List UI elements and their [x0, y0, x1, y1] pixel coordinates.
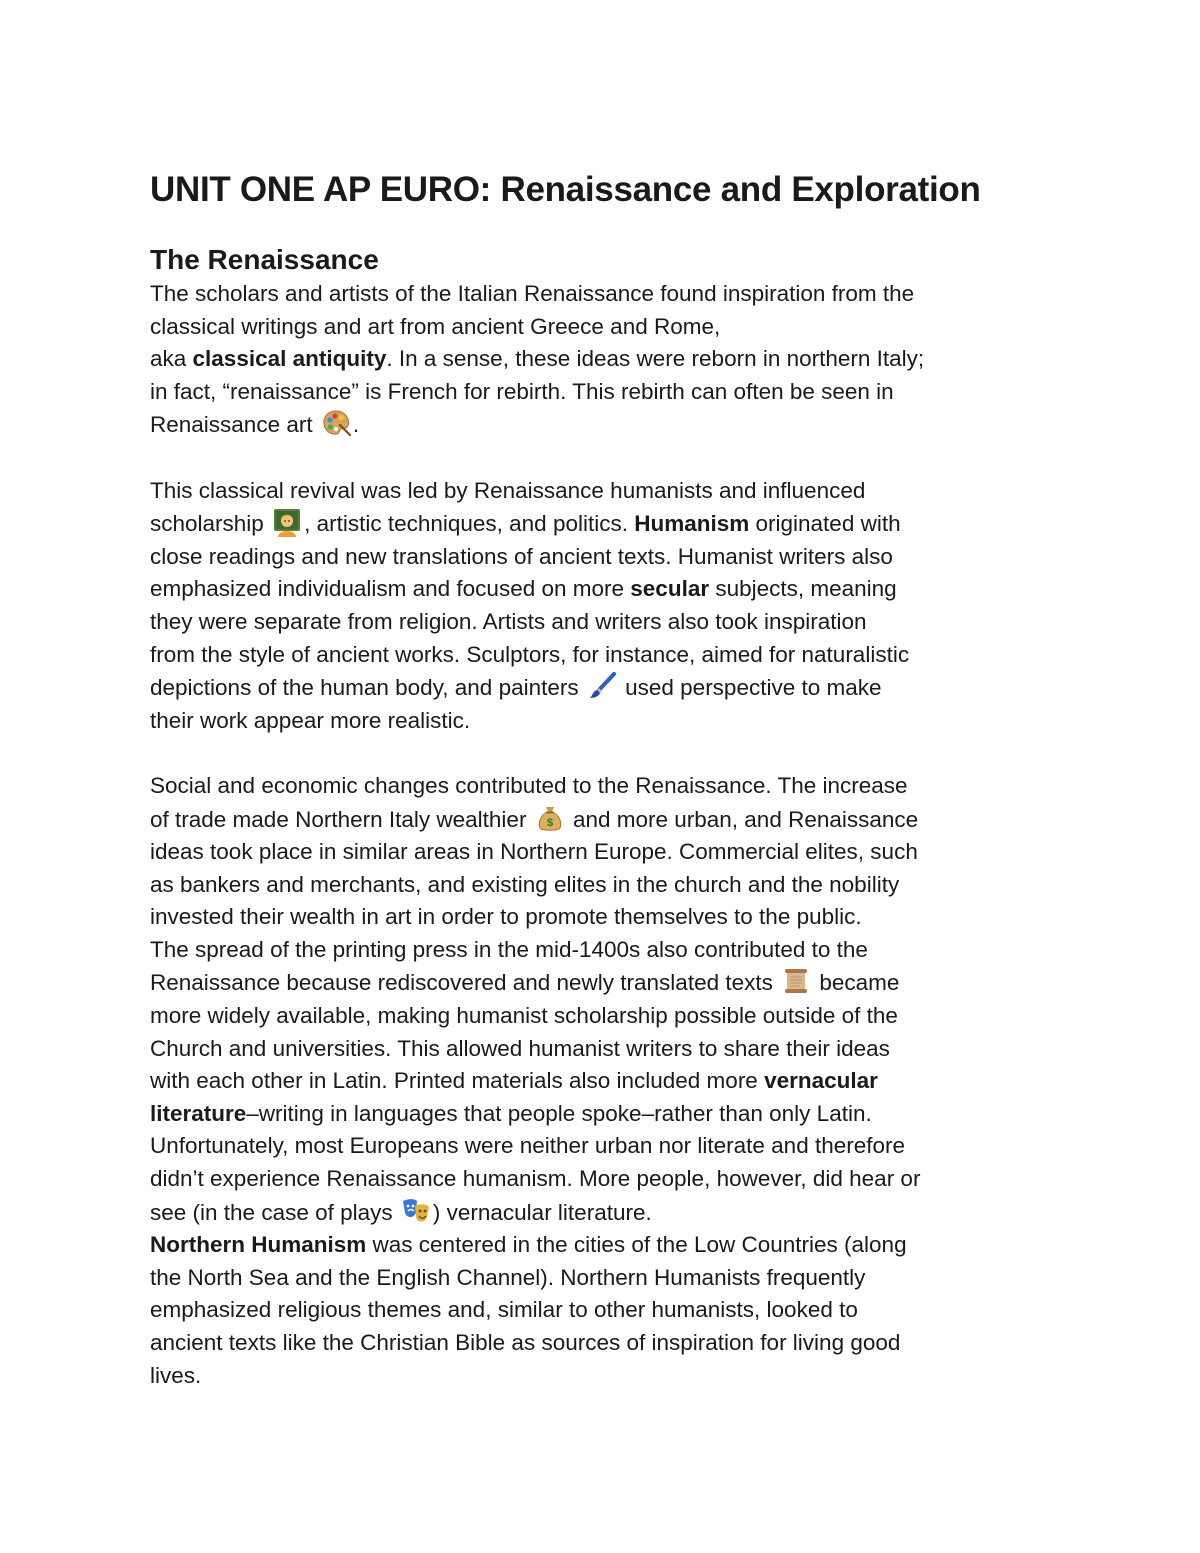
paragraph-humanism — [150, 475, 1050, 738]
text-line: Renaissance because rediscovered and newly translated texts became — [150, 966, 1050, 1000]
text-line: emphasized religious themes and, similar to other humanists, looked to — [150, 1297, 858, 1323]
text-line: lives. — [150, 1362, 202, 1388]
term-vernacular-literature: vernacular — [764, 1068, 878, 1094]
text-line: classical writings and art from ancient Greece and Rome, — [150, 313, 721, 339]
text-line: aka classical antiquity. In a sense, these ideas were reborn in northern Italy; — [150, 346, 925, 372]
term-northern-humanism: Northern Humanism — [150, 1232, 367, 1258]
text-line: didn’t experience Renaissance humanism. More people, however, did hear or — [150, 1166, 921, 1192]
scroll-icon — [781, 966, 811, 996]
term-classical-antiquity: classical antiquity — [192, 346, 387, 372]
text-line: Unfortunately, most Europeans were neither urban nor literate and therefore — [150, 1133, 906, 1159]
paragraph-northern-humanism — [150, 1229, 1050, 1392]
text-line: Social and economic changes contributed to the Renaissance. The increase — [150, 772, 908, 798]
text-line: their work appear more realistic. — [150, 707, 471, 733]
paragraph-intro — [150, 278, 1050, 442]
money-bag-icon — [535, 803, 565, 833]
text-line: literature–writing in languages that people spoke–rather than only Latin. — [150, 1100, 872, 1126]
text-line: This classical revival was led by Renaissance humanists and influenced — [150, 477, 866, 503]
document-page — [150, 168, 1050, 1392]
text-line: they were separate from religion. Artists and writers also took inspiration — [150, 608, 867, 634]
text-line: in fact, “renaissance” is French for rebirth. This rebirth can often be seen in — [150, 378, 894, 404]
text-line: emphasized individualism and focused on more secular subjects, meaning — [150, 576, 897, 602]
paragraph-social-economic — [150, 770, 1050, 1229]
text-line: scholarship , artistic techniques, and politics. Humanism originated with — [150, 507, 1050, 541]
text-line: ancient texts like the Christian Bible as sources of inspiration for living good — [150, 1330, 901, 1355]
term-vernacular-literature: literature — [150, 1100, 247, 1126]
teacher-icon — [272, 507, 302, 537]
text-line: as bankers and merchants, and existing elites in the church and the nobility — [150, 871, 900, 897]
text-line: Renaissance art . — [150, 408, 1050, 442]
text-line: The scholars and artists of the Italian Renaissance found inspiration from the — [150, 281, 915, 306]
text-line: invested their wealth in art in order to promote themselves to the public. — [150, 904, 862, 930]
artist-palette-icon — [321, 408, 351, 438]
text-line: from the style of ancient works. Sculptors, for instance, aimed for naturalistic — [150, 641, 910, 667]
text-line: Northern Humanism was centered in the cities of the Low Countries (along — [150, 1232, 907, 1258]
text-line: more widely available, making humanist scholarship possible outside of the — [150, 1003, 898, 1029]
paragraph-gap — [150, 442, 1050, 475]
text-line: close readings and new translations of ancient texts. Humanist writers also — [150, 543, 893, 569]
text-line: of trade made Northern Italy wealthier $ and more urban, and Renaissance — [150, 803, 1050, 837]
section-heading: The Renaissance — [150, 244, 379, 275]
text-line: The spread of the printing press in the mid-1400s also contributed to the — [150, 936, 868, 962]
term-humanism: Humanism — [634, 511, 750, 537]
svg-text:$: $ — [546, 816, 553, 829]
text-line: with each other in Latin. Printed materials also included more vernacular — [150, 1068, 878, 1094]
theater-masks-icon — [401, 1196, 431, 1226]
text-line: Church and universities. This allowed humanist writers to share their ideas — [150, 1035, 890, 1061]
paragraph-gap — [150, 737, 1050, 770]
term-secular: secular — [630, 576, 710, 602]
text-line: depictions of the human body, and painters used perspective to make — [150, 671, 1050, 705]
text-line: ideas took place in similar areas in Northern Europe. Commercial elites, such — [150, 839, 918, 865]
paintbrush-icon — [587, 671, 617, 701]
text-line: the North Sea and the English Channel). Northern Humanists frequently — [150, 1264, 866, 1290]
document-title: UNIT ONE AP EURO: Renaissance and Exploration — [150, 170, 981, 209]
text-line: see (in the case of plays ) vernacular literature. — [150, 1196, 1050, 1230]
